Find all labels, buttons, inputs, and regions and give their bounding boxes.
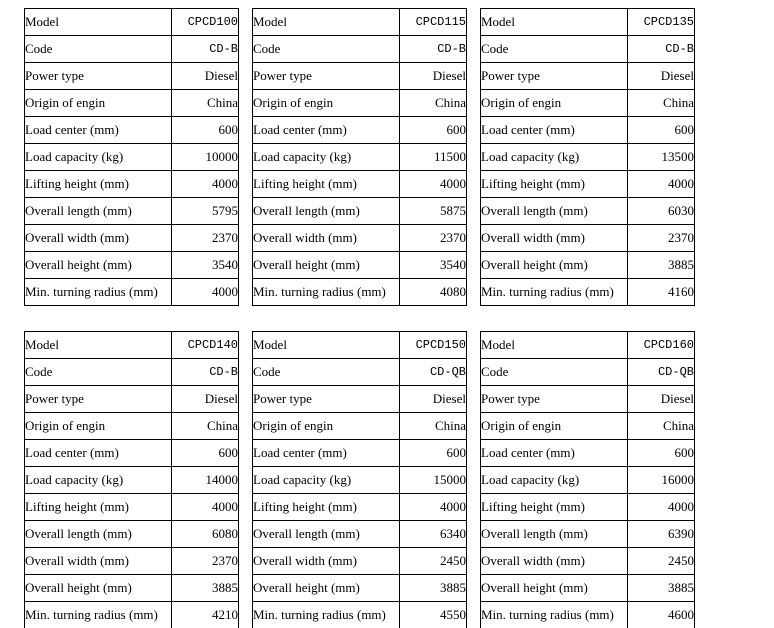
spec-value-cell: Diesel [172, 63, 239, 90]
spec-value-cell: Diesel [628, 386, 695, 413]
spec-row [253, 359, 467, 386]
spec-value-cell: 4080 [400, 279, 467, 306]
spec-label-cell: Code [25, 36, 172, 63]
spec-row [253, 521, 467, 548]
spec-row [253, 279, 467, 306]
spec-row [25, 602, 239, 628]
spec-value-cell: CD-QB [628, 359, 695, 386]
spec-row [253, 548, 467, 575]
spec-value-cell: China [628, 413, 695, 440]
spec-label-cell: Load capacity (kg) [481, 144, 628, 171]
spec-label-cell: Code [253, 359, 400, 386]
spec-row [481, 198, 695, 225]
spec-row [481, 90, 695, 117]
spec-label-cell: Overall height (mm) [25, 252, 172, 279]
spec-label-cell: Load center (mm) [481, 117, 628, 144]
spec-label-cell: Model [25, 9, 172, 36]
spec-label-cell: Overall length (mm) [481, 521, 628, 548]
spec-value-cell: China [172, 90, 239, 117]
spec-value-cell: CPCD135 [628, 9, 695, 36]
spec-label-cell: Lifting height (mm) [481, 171, 628, 198]
spec-row [481, 171, 695, 198]
spec-value-cell: 3540 [172, 252, 239, 279]
spec-label-cell: Overall height (mm) [253, 252, 400, 279]
spec-label-cell: Overall width (mm) [481, 548, 628, 575]
spec-row [25, 63, 239, 90]
spec-table-cpcd140 [24, 331, 239, 628]
spec-row [25, 36, 239, 63]
spec-value-cell: Diesel [172, 386, 239, 413]
spec-row [481, 9, 695, 36]
spec-row [481, 386, 695, 413]
spec-row [481, 602, 695, 628]
spec-row [253, 494, 467, 521]
spec-row [25, 386, 239, 413]
spec-label-cell: Overall width (mm) [25, 548, 172, 575]
spec-row [481, 225, 695, 252]
spec-row [481, 521, 695, 548]
spec-label-cell: Lifting height (mm) [481, 494, 628, 521]
spec-value-cell: CPCD140 [172, 332, 239, 359]
spec-label-cell: Min. turning radius (mm) [25, 279, 172, 306]
spec-row [481, 279, 695, 306]
spec-value-cell: 15000 [400, 467, 467, 494]
spec-label-cell: Origin of engin [25, 413, 172, 440]
spec-value-cell: CPCD150 [400, 332, 467, 359]
spec-label-cell: Overall length (mm) [25, 198, 172, 225]
spec-label-cell: Origin of engin [25, 90, 172, 117]
spec-row [25, 9, 239, 36]
spec-value-cell: 600 [172, 440, 239, 467]
spec-row [25, 548, 239, 575]
spec-label-cell: Origin of engin [253, 90, 400, 117]
spec-label-cell: Load center (mm) [481, 440, 628, 467]
spec-table-cpcd160 [480, 331, 695, 628]
spec-value-cell: 4210 [172, 602, 239, 628]
spec-row [481, 332, 695, 359]
spec-label-cell: Model [481, 332, 628, 359]
spec-row [25, 521, 239, 548]
spec-value-cell: CD-B [628, 36, 695, 63]
spec-label-cell: Lifting height (mm) [25, 171, 172, 198]
spec-row [25, 575, 239, 602]
spec-row [25, 494, 239, 521]
spec-table-cpcd150 [252, 331, 467, 628]
spec-value-cell: 600 [400, 117, 467, 144]
spec-row [25, 90, 239, 117]
spec-label-cell: Overall height (mm) [253, 575, 400, 602]
spec-value-cell: 600 [172, 117, 239, 144]
spec-row [253, 36, 467, 63]
spec-row [481, 63, 695, 90]
spec-row [25, 144, 239, 171]
spec-row [253, 467, 467, 494]
spec-label-cell: Overall length (mm) [481, 198, 628, 225]
spec-label-cell: Overall width (mm) [481, 225, 628, 252]
spec-label-cell: Origin of engin [253, 413, 400, 440]
spec-row [25, 117, 239, 144]
spec-value-cell: China [400, 90, 467, 117]
spec-label-cell: Min. turning radius (mm) [253, 279, 400, 306]
spec-value-cell: 600 [400, 440, 467, 467]
spec-row [253, 171, 467, 198]
spec-label-cell: Code [25, 359, 172, 386]
spec-value-cell: 4600 [628, 602, 695, 628]
spec-label-cell: Model [481, 9, 628, 36]
spec-row [481, 359, 695, 386]
spec-table-cpcd115 [252, 8, 467, 306]
spec-label-cell: Load capacity (kg) [481, 467, 628, 494]
spec-row [481, 117, 695, 144]
spec-value-cell: Diesel [400, 63, 467, 90]
spec-label-cell: Overall height (mm) [25, 575, 172, 602]
spec-label-cell: Model [25, 332, 172, 359]
spec-value-cell: 3885 [628, 252, 695, 279]
spec-label-cell: Load center (mm) [253, 440, 400, 467]
spec-label-cell: Overall length (mm) [253, 521, 400, 548]
spec-value-cell: 3885 [628, 575, 695, 602]
spec-table-cpcd135 [480, 8, 695, 306]
spec-row [253, 332, 467, 359]
spec-value-cell: 2450 [400, 548, 467, 575]
spec-row [25, 225, 239, 252]
spec-row [25, 198, 239, 225]
spec-value-cell: 2370 [628, 225, 695, 252]
spec-value-cell: CPCD115 [400, 9, 467, 36]
spec-value-cell: 6390 [628, 521, 695, 548]
spec-label-cell: Model [253, 332, 400, 359]
spec-value-cell: CPCD100 [172, 9, 239, 36]
spec-label-cell: Overall length (mm) [25, 521, 172, 548]
spec-value-cell: Diesel [400, 386, 467, 413]
spec-value-cell: 4000 [400, 171, 467, 198]
spec-label-cell: Power type [253, 386, 400, 413]
spec-value-cell: 6080 [172, 521, 239, 548]
spec-value-cell: 4160 [628, 279, 695, 306]
spec-label-cell: Load capacity (kg) [25, 467, 172, 494]
spec-row [253, 9, 467, 36]
spec-value-cell: 3540 [400, 252, 467, 279]
spec-label-cell: Lifting height (mm) [253, 494, 400, 521]
spec-row [253, 413, 467, 440]
spec-value-cell: 3885 [400, 575, 467, 602]
spec-row [25, 279, 239, 306]
spec-table-cpcd100 [24, 8, 239, 306]
spec-label-cell: Lifting height (mm) [25, 494, 172, 521]
spec-label-cell: Load center (mm) [25, 440, 172, 467]
spec-label-cell: Power type [481, 63, 628, 90]
spec-row [481, 494, 695, 521]
spec-value-cell: 4000 [628, 171, 695, 198]
spec-row [25, 413, 239, 440]
spec-value-cell: 2370 [172, 548, 239, 575]
spec-row [253, 575, 467, 602]
spec-label-cell: Code [481, 359, 628, 386]
spec-label-cell: Origin of engin [481, 90, 628, 117]
spec-value-cell: 4000 [628, 494, 695, 521]
spec-label-cell: Overall width (mm) [253, 225, 400, 252]
spec-label-cell: Code [481, 36, 628, 63]
spec-label-cell: Origin of engin [481, 413, 628, 440]
spec-label-cell: Overall width (mm) [253, 548, 400, 575]
spec-row [253, 440, 467, 467]
spec-value-cell: Diesel [628, 63, 695, 90]
spec-value-cell: China [400, 413, 467, 440]
spec-label-cell: Min. turning radius (mm) [481, 279, 628, 306]
spec-value-cell: 10000 [172, 144, 239, 171]
spec-value-cell: 2370 [400, 225, 467, 252]
spec-label-cell: Min. turning radius (mm) [481, 602, 628, 628]
spec-row [253, 117, 467, 144]
spec-value-cell: CD-B [172, 36, 239, 63]
spec-row [481, 413, 695, 440]
spec-label-cell: Lifting height (mm) [253, 171, 400, 198]
spec-value-cell: 2370 [172, 225, 239, 252]
spec-value-cell: 4000 [172, 171, 239, 198]
spec-value-cell: 4000 [400, 494, 467, 521]
spec-label-cell: Code [253, 36, 400, 63]
spec-value-cell: 5875 [400, 198, 467, 225]
spec-row [25, 467, 239, 494]
spec-value-cell: 600 [628, 117, 695, 144]
spec-value-cell: 6340 [400, 521, 467, 548]
spec-row [253, 225, 467, 252]
spec-row [481, 252, 695, 279]
spec-row [253, 602, 467, 628]
spec-value-cell: 14000 [172, 467, 239, 494]
spec-label-cell: Overall height (mm) [481, 575, 628, 602]
spec-row [253, 252, 467, 279]
spec-label-cell: Power type [25, 386, 172, 413]
spec-row [481, 548, 695, 575]
spec-label-cell: Overall height (mm) [481, 252, 628, 279]
spec-value-cell: 11500 [400, 144, 467, 171]
spec-label-cell: Load center (mm) [253, 117, 400, 144]
spec-label-cell: Load capacity (kg) [25, 144, 172, 171]
spec-row [481, 575, 695, 602]
spec-value-cell: 4550 [400, 602, 467, 628]
spec-row [253, 386, 467, 413]
spec-row [481, 36, 695, 63]
spec-label-cell: Min. turning radius (mm) [25, 602, 172, 628]
spec-label-cell: Load capacity (kg) [253, 144, 400, 171]
spec-row [25, 440, 239, 467]
spec-row [481, 467, 695, 494]
spec-label-cell: Power type [253, 63, 400, 90]
spec-row [253, 63, 467, 90]
spec-label-cell: Load center (mm) [25, 117, 172, 144]
spec-value-cell: China [172, 413, 239, 440]
spec-value-cell: CPCD160 [628, 332, 695, 359]
spec-row [481, 144, 695, 171]
spec-label-cell: Min. turning radius (mm) [253, 602, 400, 628]
spec-row [253, 198, 467, 225]
spec-value-cell: 3885 [172, 575, 239, 602]
spec-row [481, 440, 695, 467]
spec-value-cell: 6030 [628, 198, 695, 225]
spec-label-cell: Overall width (mm) [25, 225, 172, 252]
spec-value-cell: 4000 [172, 494, 239, 521]
spec-row [25, 171, 239, 198]
spec-label-cell: Overall length (mm) [253, 198, 400, 225]
spec-value-cell: China [628, 90, 695, 117]
spec-row [253, 90, 467, 117]
spec-value-cell: 16000 [628, 467, 695, 494]
spec-row [253, 144, 467, 171]
spec-value-cell: CD-B [400, 36, 467, 63]
spec-value-cell: 5795 [172, 198, 239, 225]
spec-row [25, 359, 239, 386]
spec-row [25, 252, 239, 279]
spec-value-cell: CD-B [172, 359, 239, 386]
spec-label-cell: Model [253, 9, 400, 36]
spec-value-cell: 13500 [628, 144, 695, 171]
spec-label-cell: Load capacity (kg) [253, 467, 400, 494]
spec-label-cell: Power type [25, 63, 172, 90]
spec-value-cell: CD-QB [400, 359, 467, 386]
spec-value-cell: 600 [628, 440, 695, 467]
spec-row [25, 332, 239, 359]
spec-value-cell: 4000 [172, 279, 239, 306]
spec-label-cell: Power type [481, 386, 628, 413]
spec-value-cell: 2450 [628, 548, 695, 575]
